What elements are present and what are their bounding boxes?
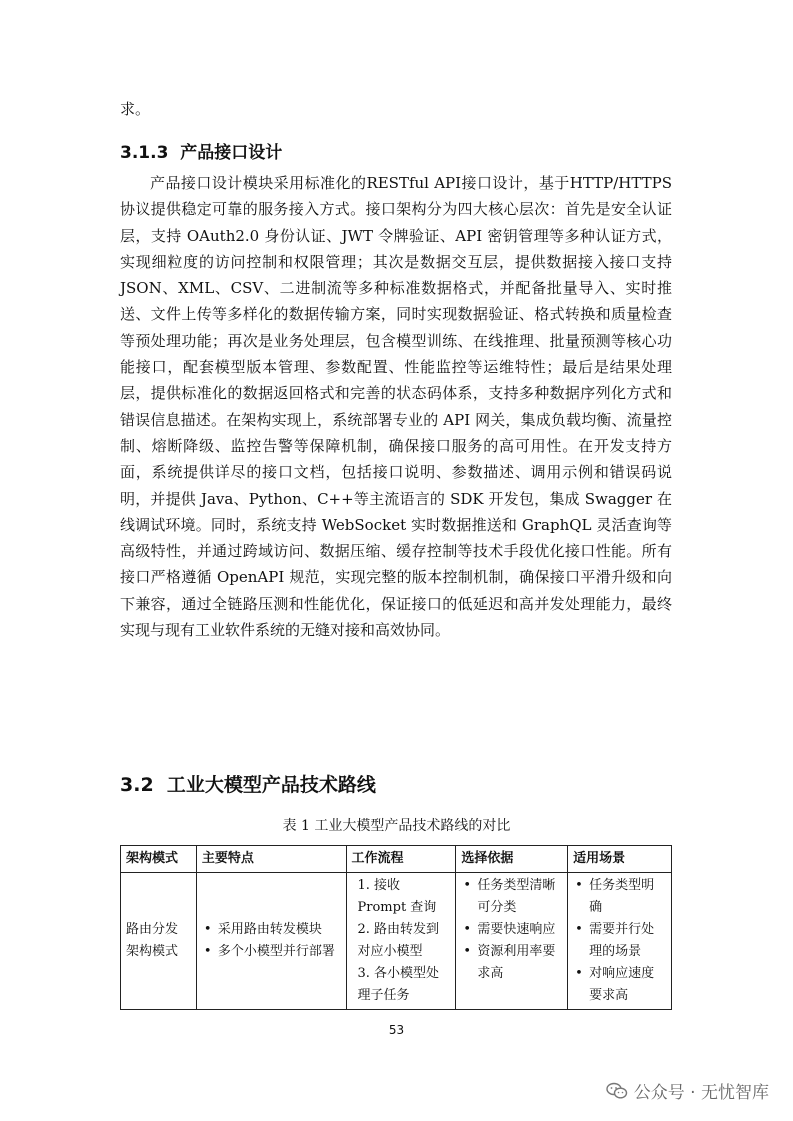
list-item: 1. 接收 Prompt 查询	[357, 878, 437, 915]
workflow-cell	[346, 873, 456, 1010]
list-item: • 多个小模型并行部署	[212, 941, 341, 963]
list-item: • 任务类型清晰可分类	[471, 875, 562, 919]
list-item: • 需要并行处理的场景	[583, 919, 666, 963]
table-row	[121, 873, 672, 1010]
subsection-number: 3.1.3	[120, 143, 169, 163]
subsection-title: 产品接口设计	[180, 143, 283, 163]
body-paragraph: 产品接口设计模块采用标准化的RESTful API接口设计，基于HTTP/HTTPS协议提供稳定可靠的服务接入方式。接口架构分为四大核心层次：首先是安全认证层，支持 OAuth2.0 身份认证、JWT 令牌验证、API 密钥管理等多种认证方式，实现细粒度的访问控制和权限管理；其次是数据交互层，提供数据接入接口支持 JSON、XML、CSV、二进制流等多种标准数据格式，并配备批量导入、实时推送、文件上传等多样化的数据传输方案，同时实现数据验证、格式转换和质量检查等预处理功能；再次是业务处理层，包含模型训练、在线推理、批量预测等核心功能接口，配套模型版本管理、参数配置、性能监控等运维特性；最后是结果处理层，提供标准化的数据返回格式和完善的状态码体系，支持多种数据序列化方式和错误信息描述。在架构实现上，系统部署专业的 API 网关，集成负载均衡、流量控制、熔断降级、监控告警等保障机制，确保接口服务的高可用性。在开发支持方面，系统提供详尽的接口文档，包括接口说明、参数描述、调用示例和错误码说明，并提供 Java、Python、C++等主流语言的 SDK 开发包，集成 Swagger 在线调试环境。同时，系统支持 WebSocket 实时数据推送和 GraphQL 灵活查询等高级特性，并通过跨域访问、数据压缩、缓存控制等技术手段优化接口性能。所有接口严格遵循 OpenAPI 规范，实现完整的版本控制机制，确保接口平滑升级和向下兼容，通过全链路压测和性能优化，保证接口的低延迟和高并发处理能力，最终实现与现有工业软件系统的无缝对接和高效协同。	[120, 174, 672, 640]
table-caption: 表 1 工业大模型产品技术路线的对比	[282, 818, 511, 834]
list-item: • 资源利用率要求高	[471, 941, 562, 985]
bullet-icon: •	[463, 922, 472, 937]
section-title: 工业大模型产品技术路线	[166, 774, 376, 796]
page-number: 53	[388, 1023, 405, 1037]
criteria-cell	[456, 873, 568, 1010]
list-item: • 对响应速度要求高	[583, 963, 666, 1007]
watermark-text: 公众号 · 无忧智库	[633, 1083, 769, 1103]
continuation-text: 求。	[120, 100, 151, 118]
bullet-icon: •	[203, 944, 212, 959]
bullet-icon: •	[203, 922, 212, 937]
watermark	[606, 1078, 769, 1103]
header-cell: 工作流程	[346, 846, 456, 873]
comparison-table	[120, 845, 672, 1010]
list-item: • 采用路由转发模块	[212, 919, 341, 941]
header-cell: 选择依据	[456, 846, 568, 873]
list-item: • 任务类型明确	[583, 875, 666, 919]
bullet-icon: •	[463, 944, 472, 959]
section-heading	[120, 770, 376, 797]
list-item: 2. 路由转发到对应小模型	[357, 922, 440, 959]
subsection-heading	[120, 138, 282, 163]
bullet-icon: •	[575, 966, 583, 981]
header-cell: 适用场景	[568, 846, 672, 873]
list-item: • 需要快速响应	[471, 919, 562, 941]
table-header-row	[121, 846, 672, 873]
list-item: 3. 各小模型处理子任务	[357, 966, 440, 1003]
mode-cell: 路由分发架构模式	[121, 873, 197, 1010]
bullet-icon: •	[575, 878, 583, 893]
bullet-icon: •	[463, 878, 472, 893]
header-cell: 主要特点	[196, 846, 346, 873]
features-cell	[196, 873, 346, 1010]
wechat-icon	[606, 1082, 628, 1100]
scenarios-cell	[568, 873, 672, 1010]
section-number: 3.2	[120, 774, 154, 796]
header-cell: 架构模式	[121, 846, 197, 873]
bullet-icon: •	[575, 922, 583, 937]
